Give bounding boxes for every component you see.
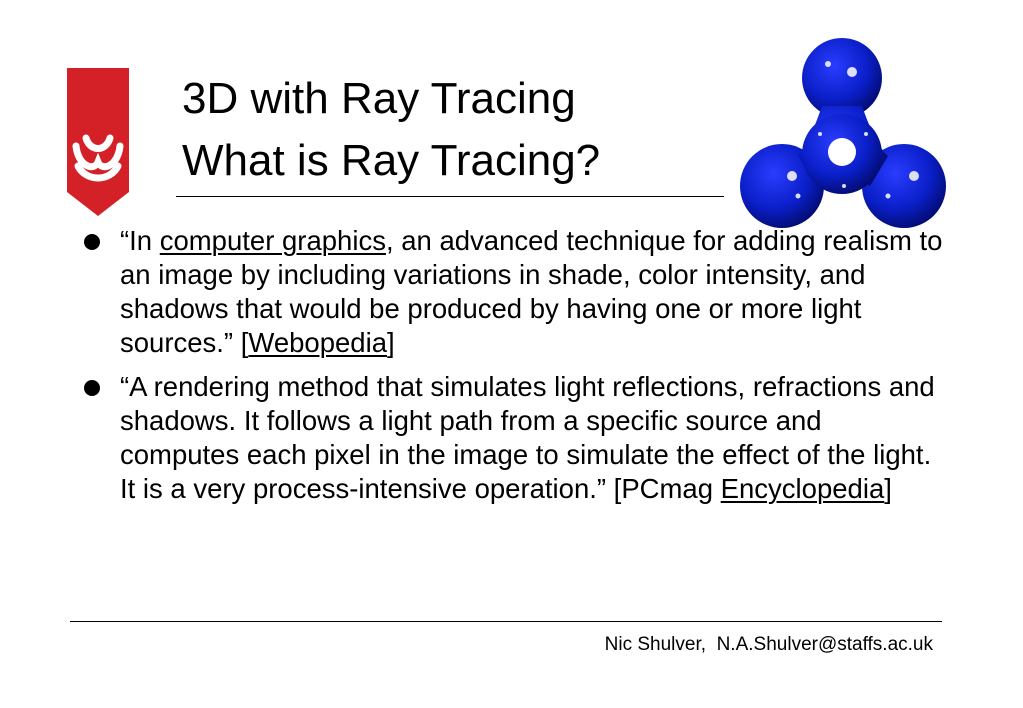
title-divider — [176, 196, 724, 197]
bullet-1-text-start: “In — [120, 225, 160, 256]
bullet-item-webopedia — [84, 224, 944, 360]
bullet-item-pcmag — [84, 370, 944, 506]
bullet-2-text-end: ] — [884, 473, 892, 504]
title-line-2: What is Ray Tracing? — [182, 136, 601, 185]
encyclopedia-link[interactable]: Encyclopedia — [720, 473, 885, 504]
bullet-marker — [84, 380, 100, 396]
bullet-marker — [84, 234, 100, 250]
ray-traced-blob-image — [738, 36, 950, 232]
title-line-1: 3D with Ray Tracing — [182, 74, 576, 123]
university-logo — [64, 66, 132, 218]
bullet-1-text-middle: , an advanced technique for adding realism to an image by including variations in shade, color intensity, and shadows that would be produced by having one or more light sources.” [ — [120, 225, 943, 358]
computer-graphics-link[interactable]: computer graphics — [159, 225, 386, 256]
bullet-1-text-end: ] — [387, 327, 395, 358]
bullet-list — [84, 224, 944, 516]
webopedia-link[interactable]: Webopedia — [248, 327, 388, 358]
slide-title — [182, 68, 600, 192]
bullet-2-text-start: “A rendering method that simulates light reflections, refractions and shadows. It follows a light path from a specific source and computes each pixel in the image to simulate the effect of the light. It is a very process-intensive operation.” [PCmag — [120, 371, 935, 504]
footer-author: Nic Shulver, N.A.Shulver@staffs.ac.uk — [604, 634, 933, 655]
footer-divider — [70, 621, 942, 622]
